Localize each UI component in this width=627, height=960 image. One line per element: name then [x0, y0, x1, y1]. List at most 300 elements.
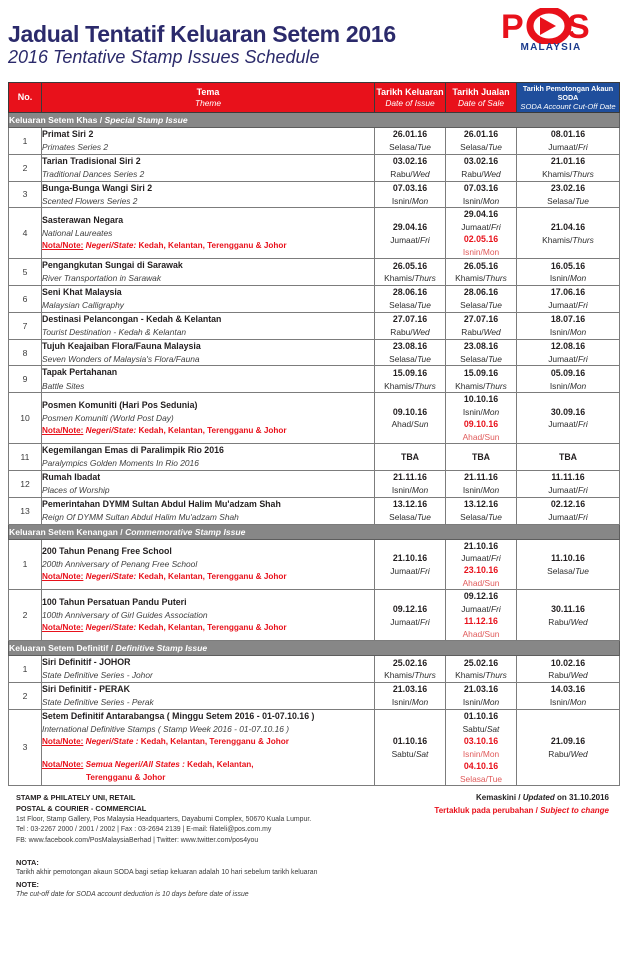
date-value: 05.09.16 [550, 367, 586, 378]
cell-date-of-issue [375, 259, 446, 286]
day-value: Isnin/Mon [391, 485, 429, 496]
day-primary: Jumaat/Fri [461, 553, 501, 564]
row-theme [42, 497, 375, 524]
theme-title-en: Malaysian Calligraphy [42, 300, 124, 311]
date-value: 13.12.16 [463, 499, 499, 510]
footer-updated-en: Updated [522, 792, 555, 802]
day-value: Jumaat/Fri [390, 234, 430, 245]
footer-contact-block [16, 792, 317, 901]
cell-soda-cutoff [517, 208, 620, 259]
cell-soda-cutoff [517, 181, 620, 208]
row-note: Nota/Note: Negeri/State: Kedah, Kelantan, Terengganu & Johor [42, 425, 287, 435]
date-primary: 21.10.16 [463, 540, 499, 551]
day-value: Rabu/Wed [548, 748, 588, 759]
row-theme [42, 366, 375, 393]
day-value: Selasa/Tue [389, 353, 431, 364]
row-theme [42, 656, 375, 683]
day-value: Selasa/Tue [389, 300, 431, 311]
day-value: Isnin/Mon [549, 327, 587, 338]
cell-date-of-issue [375, 154, 446, 181]
row-number: 2 [9, 154, 42, 181]
day-primary: Isnin/Mon [462, 407, 500, 417]
footer-org-line1: STAMP & PHILATELY UNI, RETAIL [16, 792, 136, 802]
date-value: 09.10.16 [392, 406, 428, 417]
page-footer [8, 792, 619, 901]
pos-logo-icon [497, 8, 605, 44]
col-sale-my: Tarikh Jualan [452, 86, 510, 97]
table-row [9, 393, 620, 444]
cell-date-of-sale [446, 181, 517, 208]
row-theme [42, 286, 375, 313]
theme-title-en: Seven Wonders of Malaysia's Flora/Fauna [42, 353, 200, 364]
row-number: 3 [9, 181, 42, 208]
date-primary: 29.04.16 [463, 209, 499, 220]
cell-date-of-issue [375, 539, 446, 590]
footer-update-block [434, 792, 609, 818]
theme-title-my: Posmen Komuniti (Hari Pos Sedunia) [42, 399, 198, 410]
date-value: 07.03.16 [392, 183, 428, 194]
cell-date-of-sale [446, 312, 517, 339]
day-value: Khamis/Thurs [384, 380, 436, 391]
date-value: 15.09.16 [392, 367, 428, 378]
theme-title-en: Posmen Komuniti (World Post Day) [42, 413, 174, 424]
day-value: Isnin/Mon [391, 697, 429, 708]
row-number: 8 [9, 339, 42, 366]
cell-date-of-sale [446, 339, 517, 366]
footer-subject-my: Tertakluk pada perubahan / [434, 805, 538, 815]
date-value: 21.09.16 [550, 735, 586, 746]
date-primary: 01.10.16 [463, 710, 499, 721]
table-row [9, 497, 620, 524]
footer-note-text: The cut-off date for SODA account deduction is 10 days before date of issue [16, 891, 249, 899]
day-value: Rabu/Wed [390, 327, 430, 338]
date-value: 23.02.16 [550, 183, 586, 194]
pos-malaysia-logo [497, 8, 605, 53]
row-number: 3 [9, 709, 42, 785]
date-alt: 03.10.16 [463, 735, 499, 746]
row-number: 6 [9, 286, 42, 313]
theme-title-my: Bunga-Bunga Wangi Siri 2 [42, 182, 153, 193]
cell-date-of-sale [446, 393, 517, 444]
theme-title-my: Tarian Tradisional Siri 2 [42, 155, 141, 166]
theme-title-en: Scented Flowers Series 2 [42, 195, 138, 206]
col-issue-my: Tarikh Keluaran [376, 86, 444, 97]
row-theme [42, 312, 375, 339]
row-theme [42, 128, 375, 155]
table-header [9, 83, 620, 113]
cell-soda-cutoff [517, 128, 620, 155]
date-value: 11.11.16 [551, 472, 585, 483]
section-band: Keluaran Setem Khas / Special Stamp Issue [9, 113, 620, 128]
table-row [9, 470, 620, 497]
row-theme [42, 393, 375, 444]
theme-title-en: Tourist Destination - Kedah & Kelantan [42, 327, 187, 338]
theme-title-en: Traditional Dances Series 2 [42, 168, 145, 179]
cell-soda-cutoff [517, 366, 620, 393]
cell-date-of-issue [375, 683, 446, 710]
row-number: 1 [9, 128, 42, 155]
row-number: 5 [9, 259, 42, 286]
row-theme [42, 683, 375, 710]
date-value: 07.03.16 [463, 183, 499, 194]
cell-soda-cutoff [517, 286, 620, 313]
cell-soda-cutoff [517, 312, 620, 339]
date-value: 21.03.16 [392, 684, 428, 695]
cell-soda-cutoff [517, 497, 620, 524]
table-row [9, 286, 620, 313]
cell-soda-cutoff [517, 339, 620, 366]
col-theme-en: Theme [194, 97, 222, 108]
col-date-of-sale [446, 83, 517, 113]
day-primary: Jumaat/Fri [461, 222, 501, 233]
date-value: 13.12.16 [392, 499, 428, 510]
date-value: 26.01.16 [392, 129, 428, 140]
date-value: 28.06.16 [392, 287, 428, 298]
day-primary: Sabtu/Sat [462, 723, 500, 734]
theme-title-my: Siri Definitif - JOHOR [42, 657, 131, 668]
col-no: No. [9, 83, 42, 113]
cell-date-of-issue [375, 286, 446, 313]
cell-date-of-issue [375, 128, 446, 155]
day-value: Isnin/Mon [462, 195, 500, 206]
cell-date-of-issue [375, 366, 446, 393]
theme-title-my: 200 Tahun Penang Free School [42, 546, 172, 557]
cell-date-of-sale [446, 366, 517, 393]
theme-title-en: International Definitive Stamps ( Stamp Week 2016 - 01-07.10.16 ) [42, 724, 290, 735]
row-note: Nota/Note: Negeri/State: Kedah, Kelantan, Terengganu & Johor [42, 572, 287, 581]
date-value: 29.04.16 [392, 221, 428, 232]
day-value: Selasa/Tue [389, 142, 431, 153]
table-row [9, 539, 620, 590]
day-alt: Ahad/Sun [462, 578, 500, 589]
row-theme [42, 709, 375, 785]
footer-address: 1st Floor, Stamp Gallery, Pos Malaysia Headquarters, Dayabumi Complex, 50670 Kuala Lumpur. [16, 815, 312, 823]
date-value: 21.11.16 [393, 472, 427, 483]
day-value: Rabu/Wed [461, 327, 501, 338]
theme-title-my: Siri Definitif - PERAK [42, 684, 130, 695]
date-value: 15.09.16 [463, 367, 499, 378]
day-value: Jumaat/Fri [548, 485, 588, 496]
cell-soda-cutoff [517, 709, 620, 785]
cell-date-of-sale [446, 259, 517, 286]
date-value: 16.05.16 [550, 260, 586, 271]
row-theme [42, 259, 375, 286]
row-theme [42, 181, 375, 208]
theme-title-my: 100 Tahun Persatuan Pandu Puteri [42, 597, 187, 608]
table-row [9, 656, 620, 683]
date-value: 21.10.16 [392, 552, 428, 563]
day-value: Selasa/Tue [389, 511, 431, 522]
table-row [9, 154, 620, 181]
theme-title-en: 200th Anniversary of Penang Free School [42, 559, 198, 570]
day-value: Selasa/Tue [460, 353, 502, 364]
day-value: Jumaat/Fri [548, 419, 588, 430]
theme-title-en: Reign Of DYMM Sultan Abdul Halim Mu'adzam Shah [42, 511, 239, 522]
cell-date-of-sale [446, 444, 517, 471]
date-value: 12.08.16 [550, 341, 586, 352]
cell-date-of-sale [446, 154, 517, 181]
cell-date-of-sale [446, 286, 517, 313]
theme-title-en: Primates Series 2 [42, 142, 109, 153]
col-soda-cutoff [517, 83, 620, 113]
section-header-row [9, 641, 620, 656]
row-note-2-cont: Terengganu & Johor [86, 773, 166, 783]
table-row [9, 181, 620, 208]
footer-nota-block [16, 857, 317, 901]
day-value: Selasa/Tue [547, 195, 589, 206]
row-number: 4 [9, 208, 42, 259]
date-value: 27.07.16 [463, 314, 499, 325]
day-value: Selasa/Tue [460, 300, 502, 311]
cell-date-of-sale [446, 709, 517, 785]
date-value: 26.01.16 [463, 129, 499, 140]
date-value: 25.02.16 [392, 657, 428, 668]
date-value: 18.07.16 [550, 314, 586, 325]
date-primary: 09.12.16 [463, 591, 499, 602]
footer-subject-en: Subject to change [540, 805, 609, 815]
theme-title-en: State Definitive Series - Johor [42, 670, 153, 681]
col-soda-my: Tarikh Pemotongan Akaun SODA [522, 83, 614, 102]
row-theme [42, 339, 375, 366]
col-soda-en: SODA Account Cut-Off Date [520, 101, 616, 111]
footer-org-line2: POSTAL & COURIER - COMMERCIAL [16, 804, 147, 814]
cell-date-of-sale [446, 656, 517, 683]
date-value: 25.02.16 [463, 657, 499, 668]
cell-soda-cutoff [517, 444, 620, 471]
section-band: Keluaran Setem Kenangan / Commemorative Stamp Issue [9, 524, 620, 539]
row-theme [42, 444, 375, 471]
section-header-row [9, 524, 620, 539]
table-row [9, 444, 620, 471]
svg-text:S: S [567, 8, 590, 44]
day-value: Jumaat/Fri [548, 511, 588, 522]
col-issue-en: Date of Issue [385, 97, 435, 108]
theme-title-my: Sasterawan Negara [42, 215, 124, 226]
day-value: Rabu/Wed [390, 168, 430, 179]
date-value: 21.01.16 [550, 156, 586, 167]
day-value: Isnin/Mon [462, 697, 500, 708]
date-primary: 10.10.16 [463, 394, 499, 405]
date-value: TBA [471, 451, 491, 462]
footer-nota-text: Tarikh akhir pemotongan akaun SODA bagi setiap keluaran adalah 10 hari sebelum tarikh keluaran [16, 869, 318, 877]
date-value: 23.08.16 [392, 341, 428, 352]
cell-soda-cutoff [517, 683, 620, 710]
table-row [9, 590, 620, 641]
theme-title-my: Destinasi Pelancongan - Kedah & Kelantan [42, 313, 222, 324]
day-value: Jumaat/Fri [548, 353, 588, 364]
cell-date-of-sale [446, 683, 517, 710]
date-value: 14.03.16 [550, 684, 586, 695]
day-value: Ahad/Sun [391, 419, 429, 430]
cell-soda-cutoff [517, 590, 620, 641]
table-body [9, 113, 620, 786]
cell-date-of-sale [446, 470, 517, 497]
note-spacer [42, 748, 374, 759]
row-number: 10 [9, 393, 42, 444]
cell-date-of-issue [375, 181, 446, 208]
day-primary: Jumaat/Fri [461, 604, 501, 615]
row-number: 9 [9, 366, 42, 393]
day-alt: Isnin/Mon [462, 748, 500, 759]
day-value: Isnin/Mon [391, 195, 429, 206]
row-note: Nota/Note: Negeri/State: Kedah, Kelantan, Terengganu & Johor [42, 240, 287, 250]
row-number: 12 [9, 470, 42, 497]
day-value: Jumaat/Fri [390, 616, 430, 627]
row-note-2: Nota/Note: Semua Negeri/All States : Kedah, Kelantan, [42, 760, 254, 770]
page-subtitle: 2016 Tentative Stamp Issues Schedule [8, 47, 320, 68]
row-theme [42, 208, 375, 259]
cell-date-of-sale [446, 590, 517, 641]
cell-date-of-sale [446, 539, 517, 590]
table-row [9, 259, 620, 286]
theme-title-my: Rumah Ibadat [42, 471, 101, 482]
stamp-schedule-table [8, 82, 620, 786]
table-row [9, 683, 620, 710]
date-value: 27.07.16 [392, 314, 428, 325]
date-value: 08.01.16 [550, 129, 586, 140]
date-value: 10.02.16 [550, 657, 586, 668]
day-value: Rabu/Wed [548, 670, 588, 681]
col-theme-my: Tema [196, 86, 220, 97]
row-theme [42, 154, 375, 181]
page-header [8, 0, 619, 80]
day-value: Khamis/Thurs [455, 670, 507, 681]
cell-date-of-issue [375, 444, 446, 471]
section-band: Keluaran Setem Definitif / Definitive Stamp Issue [9, 641, 620, 656]
table-row [9, 366, 620, 393]
day-value: Rabu/Wed [548, 616, 588, 627]
day-value: Selasa/Tue [460, 511, 502, 522]
cell-soda-cutoff [517, 656, 620, 683]
cell-date-of-issue [375, 312, 446, 339]
day-value: Khamis/Thurs [542, 234, 594, 245]
date-value: 17.06.16 [550, 287, 586, 298]
cell-date-of-issue [375, 497, 446, 524]
row-number: 13 [9, 497, 42, 524]
section-header-row [9, 113, 620, 128]
footer-note-label: NOTE: [16, 879, 39, 889]
theme-title-my: Tujuh Keajaiban Flora/Fauna Malaysia [42, 340, 201, 351]
day-alt: Isnin/Mon [462, 247, 500, 258]
theme-title-my: Tapak Pertahanan [42, 367, 118, 378]
cell-date-of-issue [375, 339, 446, 366]
table-row [9, 339, 620, 366]
theme-title-en: National Laureates [42, 228, 113, 239]
logo-malaysia-text: MALAYSIA [520, 42, 582, 53]
date-value: 23.08.16 [463, 341, 499, 352]
row-number: 7 [9, 312, 42, 339]
day-value: Selasa/Tue [547, 565, 589, 576]
table-row [9, 709, 620, 785]
row-number: 1 [9, 656, 42, 683]
date-value: 28.06.16 [463, 287, 499, 298]
cell-soda-cutoff [517, 539, 620, 590]
date-value: 01.10.16 [392, 735, 428, 746]
row-note: Nota/Note: Negeri/State: Kedah, Kelantan, Terengganu & Johor [42, 622, 287, 632]
cell-date-of-sale [446, 497, 517, 524]
theme-title-my: Pemerintahan DYMM Sultan Abdul Halim Mu'adzam Shah [42, 498, 281, 509]
cell-date-of-issue [375, 590, 446, 641]
theme-title-en: Battle Sites [42, 380, 85, 391]
cell-date-of-issue [375, 470, 446, 497]
theme-title-en: Paralympics Golden Moments In Rio 2016 [42, 458, 199, 469]
table-row [9, 128, 620, 155]
day-value: Khamis/Thurs [542, 168, 594, 179]
theme-title-my: Setem Definitif Antarabangsa ( Minggu Setem 2016 - 01-07.10.16 ) [42, 710, 315, 721]
day-value: Isnin/Mon [549, 697, 587, 708]
footer-nota-label: NOTA: [16, 857, 39, 867]
date-value: TBA [558, 451, 578, 462]
date-alt: 09.10.16 [463, 419, 499, 430]
date-value: 03.02.16 [463, 156, 499, 167]
footer-contact: Tel : 03-2267 2000 / 2001 / 2002 | Fax : 03-2694 2139 | E-mail: filateli@pos.com.my [16, 826, 272, 834]
date-value: 02.12.16 [550, 499, 586, 510]
date-value: 11.10.16 [551, 552, 585, 563]
date-value: 21.03.16 [463, 684, 499, 695]
cell-date-of-sale [446, 128, 517, 155]
row-number: 1 [9, 539, 42, 590]
cell-date-of-issue [375, 656, 446, 683]
date-value: 21.11.16 [464, 472, 498, 483]
cell-date-of-issue [375, 709, 446, 785]
cell-soda-cutoff [517, 393, 620, 444]
day-alt-2: Selasa/Tue [459, 773, 503, 784]
cell-soda-cutoff [517, 154, 620, 181]
day-value: Khamis/Thurs [455, 380, 507, 391]
day-value: Khamis/Thurs [455, 273, 507, 284]
table-row [9, 312, 620, 339]
day-value: Selasa/Tue [460, 142, 502, 153]
row-theme [42, 590, 375, 641]
date-alt: 11.12.16 [464, 616, 498, 627]
date-value: 09.12.16 [392, 603, 428, 614]
row-number: 11 [9, 444, 42, 471]
cell-date-of-sale [446, 208, 517, 259]
date-alt-2: 04.10.16 [463, 760, 499, 771]
date-value: 30.09.16 [550, 406, 586, 417]
date-alt: 23.10.16 [463, 565, 499, 576]
day-value: Jumaat/Fri [548, 300, 588, 311]
date-value: 26.05.16 [392, 260, 428, 271]
day-value: Khamis/Thurs [384, 273, 436, 284]
footer-updated-on: on 31.10.2016 [556, 792, 609, 802]
cell-date-of-issue [375, 393, 446, 444]
date-value: 30.11.16 [551, 603, 585, 614]
date-value: 26.05.16 [463, 260, 499, 271]
page-title: Jadual Tentatif Keluaran Setem 2016 [8, 21, 396, 47]
date-value: 21.04.16 [550, 221, 586, 232]
theme-title-my: Pengangkutan Sungai di Sarawak [42, 260, 183, 271]
col-date-of-issue [375, 83, 446, 113]
theme-title-en: River Transportation in Sarawak [42, 273, 162, 284]
svg-text:P: P [501, 8, 524, 44]
cell-soda-cutoff [517, 259, 620, 286]
footer-social: FB: www.facebook.com/PosMalaysiaBerhad | Twitter: www.twitter.com/pos4you [16, 837, 259, 845]
theme-title-en: State Definitive Series - Perak [42, 697, 154, 708]
col-theme [42, 83, 375, 113]
footer-updated-my: Kemaskini / [476, 792, 521, 802]
table-row [9, 208, 620, 259]
day-value: Rabu/Wed [461, 168, 501, 179]
day-value: Isnin/Mon [462, 485, 500, 496]
day-alt: Ahad/Sun [462, 431, 500, 442]
date-alt: 02.05.16 [463, 234, 499, 245]
footer-updated [434, 792, 609, 805]
row-number: 2 [9, 683, 42, 710]
theme-title-my: Seni Khat Malaysia [42, 287, 122, 298]
day-value: Isnin/Mon [549, 273, 587, 284]
day-value: Isnin/Mon [549, 380, 587, 391]
